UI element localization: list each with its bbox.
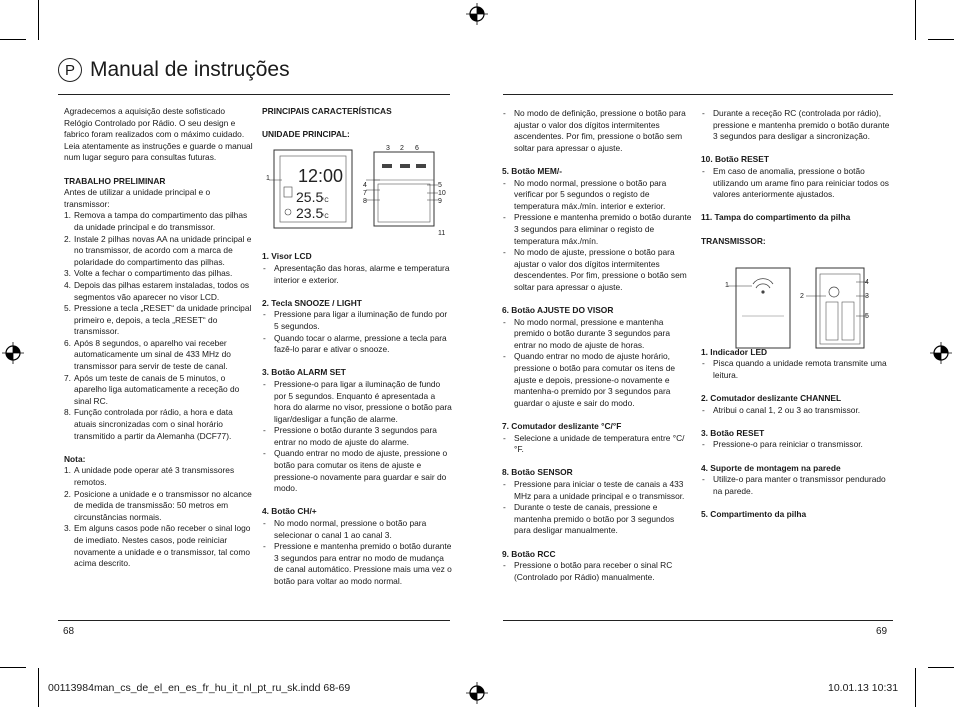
crop-mark bbox=[38, 0, 39, 40]
bullet-item: - Pressione o botão durante 3 segundos para entrar no modo de ajuste do alarme. bbox=[262, 425, 452, 448]
section-items bbox=[701, 405, 893, 417]
bullet-item: - No modo de ajuste, pressione o botão para ajustar o valor dos dígitos intermitentes descendentes. Por fim, pressione o botão sem soltar para apressar o ajuste. bbox=[502, 247, 692, 293]
bullet-item: - Quando tocar o alarme, pressione a tecla para fazê-lo parar e ativar o snooze. bbox=[262, 333, 452, 356]
list-number: 3. bbox=[64, 523, 71, 534]
list-number: 7. bbox=[64, 372, 71, 383]
page-title bbox=[58, 58, 290, 82]
list-item bbox=[64, 303, 254, 338]
feature-sections bbox=[502, 166, 692, 583]
section-items bbox=[701, 474, 893, 497]
section-heading: 5. Botão MEM/- bbox=[502, 165, 563, 176]
section-heading: 1. Visor LCD bbox=[262, 251, 312, 262]
figure-label: 4 bbox=[363, 182, 367, 189]
section-heading: 6. Botão AJUSTE DO VISOR bbox=[502, 305, 614, 316]
list-text: Pressione a tecla „RESET“ da unidade principal primeiro e, depois, a tecla „RESET“ do transmissor. bbox=[74, 303, 252, 337]
list-number: 2. bbox=[64, 488, 71, 499]
bullet-item: - Pressione para iniciar o teste de canais a 433 MHz para a unidade principal e o transmissor. bbox=[502, 479, 692, 502]
lcd-unit-1: °C bbox=[322, 198, 329, 204]
bullet-item: - Selecione a unidade de temperatura entre °C/°F. bbox=[502, 433, 692, 456]
main-unit-figure bbox=[262, 140, 452, 238]
bullet-item: - No modo de definição, pressione o botão para ajustar o valor dos dígitos intermitentes ascendentes. Por fim, pressione o botão sem soltar para apressar o ajuste. bbox=[502, 108, 692, 154]
section-items bbox=[701, 439, 893, 451]
list-text: A unidade pode operar até 3 transmissores remotos. bbox=[74, 465, 235, 487]
list-item bbox=[64, 373, 254, 408]
list-text: Após 8 segundos, o aparelho vai receber automaticamente um sinal de 433 MHz do transmissor para servir de teste de canal. bbox=[74, 337, 231, 372]
page-number-left: 68 bbox=[63, 626, 75, 637]
section-items bbox=[262, 263, 452, 286]
figure-label: 4 bbox=[865, 279, 869, 286]
list-number: 5. bbox=[64, 303, 71, 314]
section-heading: 3. Botão ALARM SET bbox=[262, 367, 346, 378]
list-item bbox=[64, 210, 254, 233]
crop-mark bbox=[915, 668, 916, 707]
figure-label: 5 bbox=[865, 313, 869, 320]
figure-label: 7 bbox=[363, 190, 367, 197]
note-steps bbox=[64, 465, 254, 569]
section-heading: 1. Indicador LED bbox=[701, 346, 768, 357]
list-text: Volte a fechar o compartimento das pilhas. bbox=[74, 268, 233, 279]
bullet-item: - Pressione para ligar a iluminação de fundo por 5 segundos. bbox=[262, 309, 452, 332]
column-3 bbox=[502, 108, 692, 583]
section-items bbox=[262, 309, 452, 355]
list-number: 3. bbox=[64, 268, 71, 279]
figure-label: 1 bbox=[725, 282, 729, 289]
features-heading: PRINCIPAIS CARACTERÍSTICAS bbox=[262, 106, 392, 116]
section-items bbox=[262, 379, 452, 495]
registration-mark-icon bbox=[930, 342, 952, 364]
section-heading: 7. Comutador deslizante °C/°F bbox=[502, 421, 622, 432]
list-item bbox=[64, 407, 254, 442]
registration-mark-icon bbox=[466, 3, 488, 25]
footer-rule bbox=[58, 620, 450, 621]
bullet-item: - Pressione o botão para receber o sinal RC (Controlado por Rádio) manualmente. bbox=[502, 560, 692, 583]
crop-mark bbox=[0, 39, 26, 40]
list-number: 1. bbox=[64, 465, 71, 476]
section-heading: 4. Suporte de montagem na parede bbox=[701, 462, 841, 473]
bullet-item: - Atribui o canal 1, 2 ou 3 ao transmissor. bbox=[701, 405, 893, 417]
footer-rule bbox=[503, 620, 893, 621]
list-number: 1. bbox=[64, 210, 71, 221]
section-items bbox=[502, 433, 692, 456]
list-item bbox=[64, 280, 254, 303]
section-items bbox=[701, 358, 893, 381]
list-item bbox=[64, 523, 254, 569]
section-heading: 4. Botão CH/+ bbox=[262, 506, 317, 517]
bullet-item: - No modo normal, pressione e mantenha premido o botão durante 3 segundos para entrar no modo de ajuste de horas. bbox=[502, 317, 692, 352]
list-text: Posicione a unidade e o transmissor no alcance de medida de transmissão: 50 metros em circunstâncias normais. bbox=[74, 488, 252, 522]
figure-label: 11 bbox=[438, 230, 446, 237]
transmitter-heading: TRANSMISSOR: bbox=[701, 235, 766, 246]
section-items bbox=[262, 518, 452, 588]
section-items bbox=[502, 317, 692, 410]
page-number-right: 69 bbox=[876, 626, 888, 637]
crop-mark bbox=[0, 667, 26, 668]
figure-label: 10 bbox=[438, 190, 446, 197]
figure-label: 1 bbox=[266, 175, 270, 182]
section-heading: 5. Compartimento da pilha bbox=[701, 509, 807, 520]
manual-title: Manual de instruções bbox=[90, 58, 290, 81]
list-number: 8. bbox=[64, 407, 71, 418]
list-text: Remova a tampa do compartimento das pilhas da unidade principal e do transmissor. bbox=[74, 210, 248, 232]
figure-label: 8 bbox=[363, 198, 367, 205]
lcd-unit-2: °C bbox=[322, 214, 329, 220]
list-text: Instale 2 pilhas novas AA na unidade principal e no transmissor, de acordo com a marca de polaridade do compartimento das pilhas. bbox=[74, 233, 252, 267]
list-text: Depois das pilhas estarem instaladas, todos os segmentos vão aparecer no visor LCD. bbox=[74, 279, 250, 302]
bullet-item: - Pressione e mantenha premido o botão durante 3 segundos para entrar no modo de mudança de canal automático. Pressione mais uma vez o botão para voltar ao modo normal. bbox=[262, 541, 452, 587]
intro-paragraph: Agradecemos a aquisição deste sofisticado Relógio Controlado por Rádio. O seu design e fabrico foram realizados com o máximo cuidado. Leia atentamente as instruções e guarde o manual num lugar seguro para consultas futuras. bbox=[64, 106, 253, 163]
list-text: Função controlada por rádio, a hora e data atuais sincronizadas com o sinal horário transmitido a partir da Alemanha (DCF77). bbox=[74, 407, 233, 441]
section-heading: 3. Botão RESET bbox=[701, 427, 765, 438]
bullet-item: - Pressione e mantenha premido o botão durante 3 segundos para eliminar o registo de temperatura máx./mín. bbox=[502, 212, 692, 247]
header-rule bbox=[503, 94, 893, 95]
lead-items bbox=[502, 108, 692, 154]
section-items bbox=[502, 178, 692, 294]
figure-label: 9 bbox=[438, 198, 442, 205]
section-items bbox=[502, 479, 692, 537]
bullet-item: - Pressione-o para reiniciar o transmissor. bbox=[701, 439, 893, 451]
list-item bbox=[64, 489, 254, 524]
list-text: Após um teste de canais de 5 minutos, o aparelho liga automaticamente a receção do sinal RC. bbox=[74, 372, 240, 406]
transmitter-sections bbox=[701, 347, 893, 498]
bullet-item: - Quando entrar no modo de ajuste, pressione o botão para comutar os itens de ajuste e pressione-o novamente para guardar e sair do modo. bbox=[262, 448, 452, 494]
lead-items bbox=[701, 108, 893, 143]
section-heading: 9. Botão RCC bbox=[502, 548, 556, 559]
bullet-item: - Utilize-o para manter o transmissor pendurado na parede. bbox=[701, 474, 893, 497]
crop-mark bbox=[928, 39, 954, 40]
bullet-item: - Durante o teste de canais, pressione e mantenha premido o botão por 3 segundos para desligar manualmente. bbox=[502, 502, 692, 537]
registration-mark-icon bbox=[466, 682, 488, 704]
figure-label: 3 bbox=[386, 145, 390, 152]
figure-label: 6 bbox=[415, 145, 419, 152]
main-unit-heading: UNIDADE PRINCIPAL: bbox=[262, 129, 350, 140]
bullet-item: - Durante a receção RC (controlada por rádio), pressione e mantenha premido o botão durante 3 segundos para desligar a sincronização. bbox=[701, 108, 893, 143]
list-text: Em alguns casos pode não receber o sinal logo de imediato. Nestes casos, pode reiniciar novamente a unidade e o transmissor, tal como acima descrito. bbox=[74, 523, 251, 569]
figure-label: 5 bbox=[438, 182, 442, 189]
file-slug: 00113984man_cs_de_el_en_es_fr_hu_it_nl_pt_ru_sk.indd 68-69 bbox=[48, 682, 351, 694]
bullet-item: - No modo normal, pressione o botão para verificar por 5 segundos o registo de temperatura máx./mín. interior e exterior. bbox=[502, 178, 692, 213]
header-rule bbox=[58, 94, 450, 95]
feature-sections bbox=[262, 251, 452, 587]
note-heading: Nota: bbox=[64, 453, 86, 464]
list-item bbox=[64, 268, 254, 280]
bullet-item: - Apresentação das horas, alarme e temperatura interior e exterior. bbox=[262, 263, 452, 286]
section-heading: 10. Botão RESET bbox=[701, 154, 769, 165]
bullet-item: - Em caso de anomalia, pressione o botão utilizando um arame fino para reiniciar todos os valores anteriormente ajustados. bbox=[701, 166, 893, 201]
bullet-item: - Pisca quando a unidade remota transmite uma leitura. bbox=[701, 358, 893, 381]
section-heading: 11. Tampa do compartimento da pilha bbox=[701, 212, 851, 223]
prelim-lead: Antes de utilizar a unidade principal e o transmissor: bbox=[64, 187, 211, 209]
list-item bbox=[64, 234, 254, 269]
section-items bbox=[502, 560, 692, 583]
transmitter-figure bbox=[722, 266, 882, 352]
file-date: 10.01.13 10:31 bbox=[828, 682, 899, 694]
figure-label: 2 bbox=[400, 145, 404, 152]
crop-mark bbox=[928, 667, 954, 668]
language-badge: P bbox=[58, 58, 82, 82]
bullet-item: - No modo normal, pressione o botão para selecionar o canal 1 ao canal 3. bbox=[262, 518, 452, 541]
list-number: 4. bbox=[64, 279, 71, 290]
crop-mark bbox=[915, 0, 916, 40]
column-1 bbox=[64, 106, 254, 570]
section-heading: 2. Tecla SNOOZE / LIGHT bbox=[262, 297, 362, 308]
crop-mark bbox=[38, 668, 39, 707]
list-number: 2. bbox=[64, 233, 71, 244]
figure-label: 3 bbox=[865, 293, 869, 300]
section-heading: 2. Comutador deslizante CHANNEL bbox=[701, 393, 842, 404]
list-item bbox=[64, 338, 254, 373]
registration-mark-icon bbox=[2, 342, 24, 364]
lcd-time: 12:00 bbox=[298, 166, 344, 186]
reset-items bbox=[701, 166, 893, 201]
list-number: 6. bbox=[64, 337, 71, 348]
list-item bbox=[64, 465, 254, 488]
section-heading: 8. Botão SENSOR bbox=[502, 467, 573, 478]
lcd-temp-2: 23.5 bbox=[296, 205, 324, 221]
section-heading: TRABALHO PRELIMINAR bbox=[64, 175, 166, 186]
lcd-temp-1: 25.5 bbox=[296, 189, 324, 205]
prelim-steps bbox=[64, 210, 254, 442]
bullet-item: - Quando entrar no modo de ajuste horário, pressione o botão para comutar os itens de ajuste e depois, pressione-o novamente e mantenha-o premido por 3 segundos para guardar o ajuste e sair do modo. bbox=[502, 351, 692, 409]
bullet-item: - Pressione-o para ligar a iluminação de fundo por 5 segundos. Enquanto é apresentada a hora do alarme no visor, pressione o botão para ligar/desligar a função de alarme. bbox=[262, 379, 452, 425]
figure-label: 2 bbox=[800, 293, 804, 300]
